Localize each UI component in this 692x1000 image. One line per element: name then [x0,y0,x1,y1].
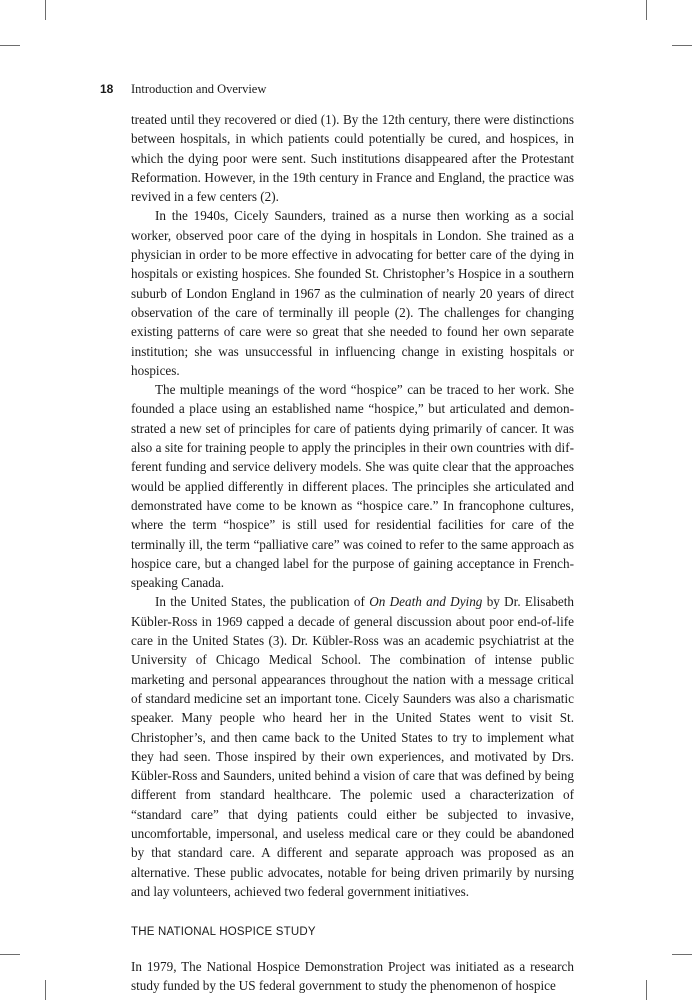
running-head [100,82,266,96]
section-heading: THE NATIONAL HOSPICE STUDY [131,926,316,939]
page-number: 18 [100,82,114,96]
crop-mark-bottom-left [45,980,46,1000]
paragraph-2: In the 1940s, Cicely Saunders, trained as a nurse then working as a social worker, observed poor care of the dying in hospitals in London. She trained as a physician in order to be more effective in advocating for better care of the dying in hospitals or existing hospices. She founded St. Christopher’s Hospice in a southern suburb of London England in 1967 as the culmination of nearly 20 years of direct observation of the care of terminally ill people (2). The challenges for changing existing patterns of care were so great that she needed to found her own separate institution; she was unsuccessful in influencing change in existing hospitals or hospices. [131,208,574,378]
crop-mark-right-top [672,45,692,46]
crop-mark-top-left [45,0,46,20]
crop-mark-top-right [646,0,647,20]
paragraph-1: treated until they recovered or died (1). By the 12th century, there were distinctions between hospitals, in which patients could potentially be cured, and hospices, in which the dying poor were sent. Such institutions disappeared after the Protestant Reformation. However, in the 19th century in France and England, the practice was revived in a few centers (2). [131,112,574,205]
paragraph-3: The multiple meanings of the word “hospice” can be traced to her work. She founded a place using an established name “hospice,” but articulated and demonstrated a new set of principles for care of patients dying primarily of cancer. It was also a site for training people to apply the principles in their own countries with different funding and service delivery models. She was quite clear that the approaches would be applied differently in different places. The principles she articulated and demonstrated have come to be known as “hospice care.” In francophone cultures, where the term “hospice” is still used for residential facilities for care of the terminally ill, the term “palliative care” was coined to refer to the same approach as hospice care, but a changed label for the purpose of gaining acceptance in French-speaking Canada. [131,382,574,591]
paragraph-4 [131,592,574,901]
body-text [131,110,574,996]
running-title: Introduction and Overview [131,82,267,96]
crop-mark-right-bottom [672,954,692,955]
crop-mark-left-top [0,45,20,46]
crop-mark-left-bottom [0,954,20,955]
paragraph-5: In 1979, The National Hospice Demonstration Project was initiated as a research study funded by the US federal government to study the phenomenon of hospice [131,959,574,994]
book-title: On Death and Dying [369,594,483,610]
paragraph-4-rest: by Dr. Elisabeth Kübler-Ross in 1969 capped a decade of general discussion about poor end-of-life care in the United States (3). Dr. Kübler-Ross was an academic psychiatrist at the University of Chicago Medical School. The combination of intense public marketing and personal appearances throughout the nation with a message critical of standard medicine set an important tone. Cicely Saunders was also a charismatic speaker. Many people who heard her in the United States went to visit St. Christopher’s, and then came back to the United States to try to implement what they had seen. Those inspired by their own experiences, and motivated by Drs. Kübler-Ross and Saunders, united behind a vision of care that was defined by being different from standard healthcare. The polemic used a characterization of “standard care” that dying patients could either be subjected to invasive, uncomfortable, impersonal, and useless medical care or they could be abandoned by that standard care. A different and separate approach was proposed as an alternative. These public advocates, notable for being driven primarily by nursing and lay volunteers, achieved two federal government initiatives. [131,594,574,899]
crop-mark-bottom-right [646,980,647,1000]
paragraph-4-start: In the United States, the publication of [155,594,370,610]
